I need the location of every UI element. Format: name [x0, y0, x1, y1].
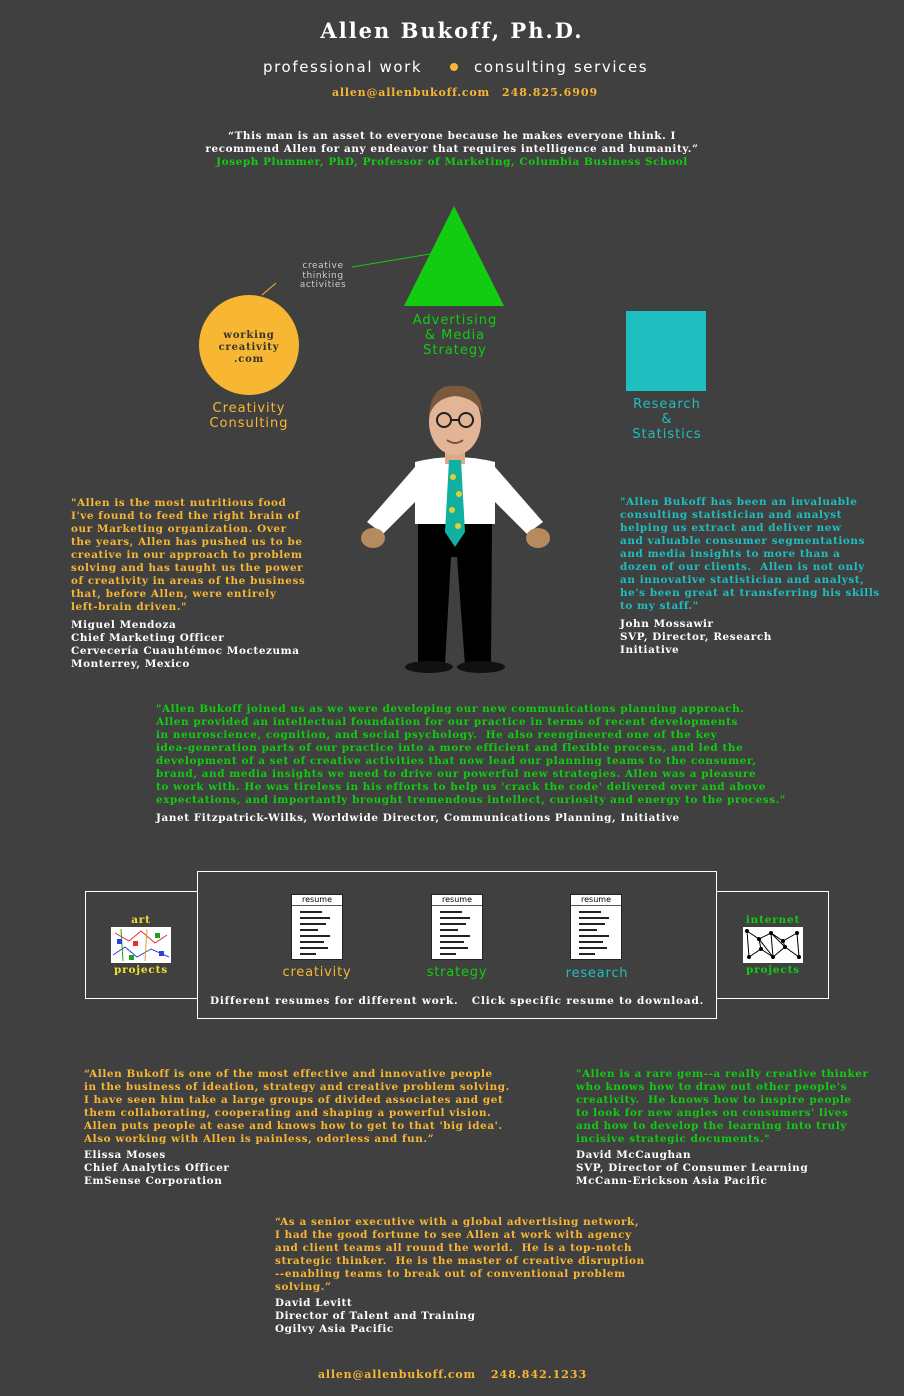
triangle-label-line-3: Strategy — [423, 343, 487, 358]
internet-projects-label-bottom[interactable]: projects — [746, 964, 800, 976]
circle-text-line-1: working — [223, 330, 275, 341]
creative-thinking-note — [290, 262, 356, 291]
square-label-line-2: & — [661, 412, 673, 427]
note-line-thinking: thinking — [302, 270, 344, 281]
testimonial-mossawir — [620, 496, 880, 657]
testimonial-moses-attribution: Elissa Moses Chief Analytics Officer EmSense Corporation — [84, 1149, 230, 1187]
testimonial-moses-text: “Allen Bukoff is one of the most effective and innovative people in the business of ideation, strategy and creative problem solving. I have seen him take a large groups of divided associates and get them collaborating, cooperating and shaping a powerful vision. Allen puts people at ease and knows how to get to that 'big idea'. Also working with Allen is painless, odorless and fun.” — [84, 1068, 510, 1145]
testimonial-fitzpatrick-text: "Allen Bukoff joined us as we were developing our new communications planning approach. Allen provided an intellectual foundation for our practice in terms of recent developments in neuroscience, cognition, and social psychology. He also reengineered one of the key idea-generation parts of our practice into a more efficient and flexible process, and led the development of a set of creative activities that now lead our planning teams to the consumer, brand, and media insights we need to drive our powerful new strategies. Allen was a pleasure to work with. He was tireless in his efforts to help us 'crack the code' delivered over and above expectations, and importantly brought tremendous intellect, curiosity and energy to the process." — [156, 703, 786, 806]
square-label-line-1: Research — [633, 397, 701, 412]
creativity-consulting-label[interactable] — [179, 401, 319, 431]
creativity-resume-link[interactable]: creativity — [282, 965, 352, 980]
circle-label-line-1: Creativity — [212, 401, 286, 416]
research-resume-doc-icon[interactable] — [570, 894, 622, 960]
footer-phone: 248.842.1233 — [491, 1368, 588, 1381]
working-creativity-circle-link[interactable] — [199, 295, 299, 395]
creativity-resume-doc-icon[interactable] — [291, 894, 343, 960]
advertising-strategy-triangle-icon[interactable] — [403, 205, 505, 307]
top-quote-author: Joseph Plummer, PhD, Professor of Marketing, Columbia Business School — [216, 156, 688, 168]
strategy-resume-doc-title: resume — [432, 895, 482, 906]
testimonial-mccaughan-text: "Allen is a rare gem--a really creative thinker who knows how to draw out other people's creativity. He knows how to inspire people to look for new angles on consumers' lives and how to develop the learning into truly incisive strategic documents." — [576, 1068, 869, 1145]
research-statistics-label[interactable] — [597, 397, 737, 442]
internet-projects-label-top[interactable]: internet — [745, 914, 801, 926]
resume-instructions: Different resumes for different work. Click specific resume to download. — [209, 995, 705, 1007]
footer-email-link[interactable]: allen@allenbukoff.com — [318, 1368, 476, 1381]
top-quote-line-1: “This man is an asset to everyone because he makes everyone think. I — [228, 130, 676, 142]
allen-figure-illustration — [355, 382, 560, 674]
testimonial-mendoza-attribution: Miguel Mendoza Chief Marketing Officer Cervecería Cuauhtémoc Moctezuma Monterrey, Mexico — [71, 619, 300, 670]
note-line-creative: creative — [302, 261, 344, 271]
circle-label-line-2: Consulting — [209, 416, 289, 431]
note-line-activities: activities — [299, 280, 347, 290]
art-projects-label-top[interactable]: art — [131, 914, 151, 926]
testimonial-mendoza-text: "Allen is the most nutritious food I've found to feed the right brain of our Marketing organization. Over the years, Allen has pushed us to be creative in our approach to problem solving and has taught us the power of creativity in areas of the business that, before Allen, were entirely left-brain driven." — [71, 497, 306, 613]
testimonial-mossawir-attribution: John Mossawir SVP, Director, Research Initiative — [620, 618, 772, 656]
testimonial-mendoza — [71, 497, 305, 671]
creativity-resume-doc-title: resume — [292, 895, 342, 906]
header-email-link[interactable]: allen@allenbukoff.com — [332, 86, 490, 99]
advertising-strategy-label[interactable] — [385, 313, 525, 358]
research-resume-link[interactable]: research — [565, 966, 629, 981]
header-phone: 248.825.6909 — [502, 86, 599, 99]
testimonial-levitt-text: “As a senior executive with a global advertising network, I had the good fortune to see Allen at work with agency and client teams all round the world. He is a top-notch strategic thinker. He is the master of creative disruption --enabling teams to break out of conventional problem solving.” — [275, 1216, 645, 1293]
tagline-professional-work: professional work — [263, 58, 423, 76]
research-resume-doc-title: resume — [571, 895, 621, 906]
internet-projects-thumbnail-icon[interactable] — [743, 927, 803, 963]
art-projects-label-bottom[interactable]: projects — [114, 964, 168, 976]
art-projects-thumbnail-icon[interactable] — [111, 927, 171, 963]
bullet-dot — [450, 63, 458, 71]
testimonial-fitzpatrick-attribution: Janet Fitzpatrick-Wilks, Worldwide Director, Communications Planning, Initiative — [156, 812, 680, 824]
top-quote-line-2: recommend Allen for any endeavor that requires intelligence and humanity.” — [205, 143, 699, 155]
testimonial-moses — [84, 1068, 510, 1188]
testimonial-levitt-attribution: David Levitt Director of Talent and Training Ogilvy Asia Pacific — [275, 1297, 476, 1335]
tagline-consulting-services: consulting services — [474, 58, 649, 76]
testimonial-levitt — [275, 1216, 645, 1336]
research-statistics-square-icon[interactable] — [626, 311, 706, 391]
page-title: Allen Bukoff, Ph.D. — [320, 18, 584, 43]
triangle-label-line-1: Advertising — [412, 313, 498, 328]
testimonial-fitzpatrick — [156, 703, 786, 825]
square-label-line-3: Statistics — [632, 427, 702, 442]
testimonial-mossawir-text: "Allen Bukoff has been an invaluable consulting statistician and analyst helping us extract and deliver new and valuable consumer segmentations and media insights to more than a dozen of our clients. Allen is not only an innovative statistician and analyst, he's been great at transferring his skills to my staff." — [620, 496, 880, 612]
triangle-label-line-2: & Media — [424, 328, 486, 343]
circle-text-line-3: .com — [233, 354, 265, 365]
testimonial-mccaughan-attribution: David McCaughan SVP, Director of Consumer Learning McCann-Erickson Asia Pacific — [576, 1149, 809, 1187]
strategy-resume-doc-icon[interactable] — [431, 894, 483, 960]
testimonial-mccaughan — [576, 1068, 869, 1188]
top-testimonial — [0, 130, 904, 169]
circle-text-line-2: creativity — [218, 342, 280, 353]
strategy-resume-link[interactable]: strategy — [426, 965, 488, 980]
